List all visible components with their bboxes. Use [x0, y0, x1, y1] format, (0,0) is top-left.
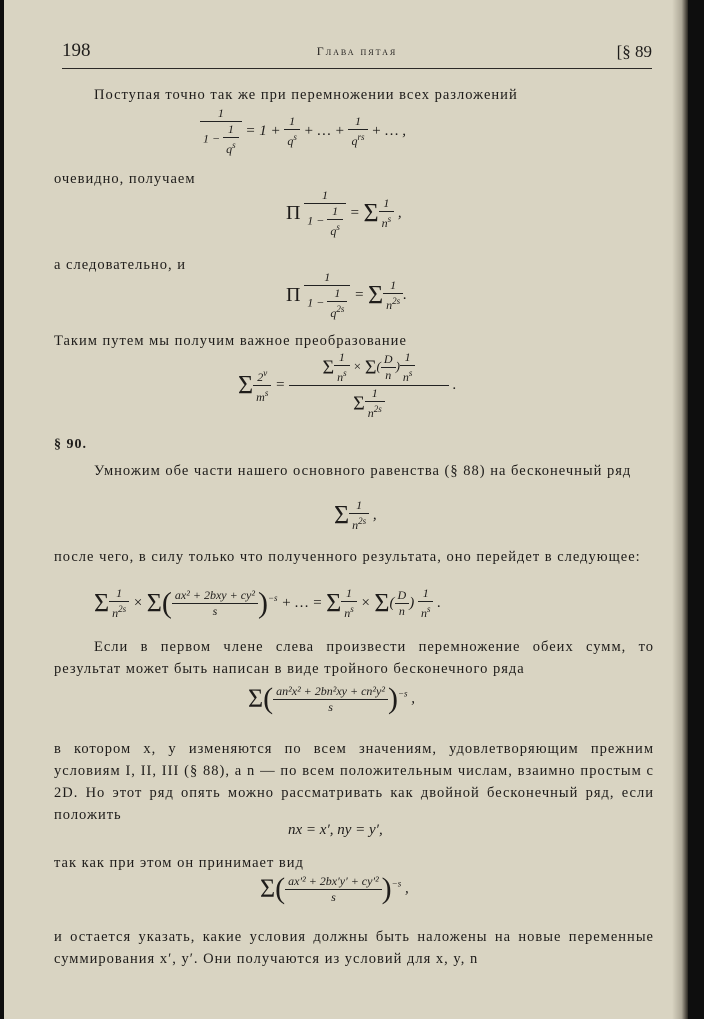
paragraph: и остается указать, какие условия должны быть наложены на новые переменные суммирования x′, y′. Они получаются из условий для x, y, n — [54, 929, 654, 967]
paragraph: Поступая точно так же при перемножении всех разложений — [94, 87, 518, 103]
paragraph: Если в первом члене слева произвести перемножение обеих сумм, то результат может быть написан в виде тройного бесконечного ряда — [54, 639, 654, 677]
formula-substitution: nx = x′, ny = y′, — [288, 822, 383, 838]
page-edge-shadow — [672, 0, 688, 1019]
page-number: 198 — [62, 40, 91, 61]
paragraph: в котором x, y изменяются по всем значениям, удовлетворяющим прежним условиям I, II, III (§ 88), а n — по всем положительным числам, взаимно простым с 2D. Но этот ряд опять можно рассматривать как двойной бесконечный ряд, если положить — [54, 741, 654, 823]
formula-product-sum: Π 1 1 − $\frac{1}{q^s}$ = Σ $\frac{1}{n^s}$ , — [286, 188, 402, 238]
formula-main-equality: Σ $\frac{1}{n^{2s}}$ × Σ( ax² + 2bxy + cy² s )$^{-s}$ + … = Σ $\frac{1}{n^s}$ × Σ( $\frac{D}{n}$ ) $\frac{1}{n^s}$ . — [94, 586, 441, 620]
section-reference: [§ 89 — [616, 42, 652, 61]
formula-series: Σ $\frac{1}{n^{2s}}$ , — [334, 498, 377, 532]
paragraph: Таким путем мы получим важное преобразование — [54, 333, 407, 349]
paragraph: очевидно, получаем — [54, 171, 196, 187]
formula-geometric-series: 1 1 − $\frac{1}{q^s}$ = 1 + $\frac{1}{q^s}$ + … + 1 $q^{rs}$ + … , — [200, 106, 406, 157]
paragraph: так как при этом он принимает вид — [54, 855, 304, 871]
formula-transformation: Σ $\frac{2^\nu}{m^s}$ = Σ $\frac{1}{n^s}$ × Σ( $\frac{D}{n}$ ) $\frac{1}{n^s}$ Σ $\frac{1}{n^{2s}}$ . — [238, 350, 457, 420]
section-heading: § 90. — [54, 437, 87, 452]
book-page — [4, 0, 688, 1019]
paragraph: после чего, в силу только что полученного результата, оно перейдет в следующее: — [54, 549, 641, 565]
paragraph: Умножим обе части нашего основного равенства (§ 88) на бесконечный ряд — [94, 463, 632, 479]
formula-double-series: Σ( $\frac{\text{ax′² + 2bx′y′ + cy′²}}{s}$ )$^{-s}$ , — [260, 872, 409, 905]
chapter-title: Глава пятая — [316, 44, 398, 58]
running-header — [62, 40, 652, 69]
formula-product-sum-2s: Π 1 1 − $\frac{1}{q^{2s}}$ = Σ $\frac{1}{n^{2s}}$ . — [286, 270, 407, 320]
formula-triple-series: Σ( $\frac{\text{an²x² + 2bn²xy + cn²y²}}{s}$ )$^{-s}$ , — [248, 682, 416, 715]
paragraph: а следовательно, и — [54, 257, 186, 273]
